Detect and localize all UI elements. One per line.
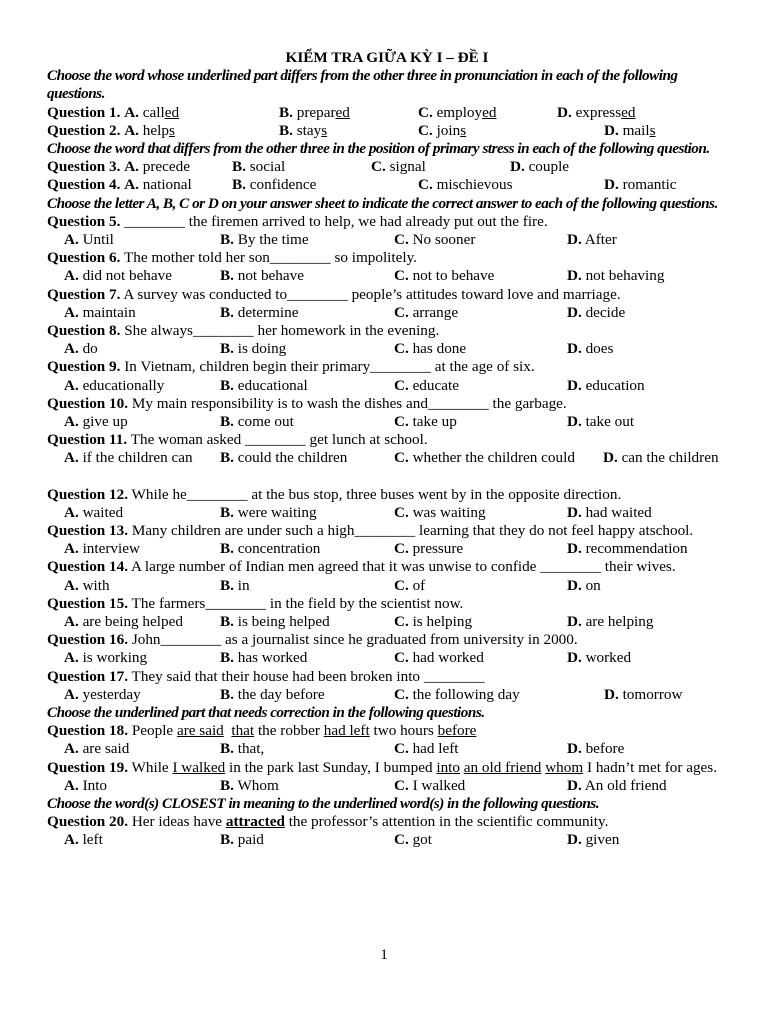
question-17-stem: Question 17. They said that their house had been broken into ________ — [47, 667, 485, 685]
question-6-options: A. did not behave B. not behave C. not to behave D. not behaving — [64, 267, 665, 285]
instruction-stress: Choose the word that differs from the other three in the position of primary stress in each of the following question. — [47, 139, 710, 157]
question-18-options: A. are said B. that, C. had left D. before — [64, 740, 625, 758]
question-20-stem: Question 20. Her ideas have attracted the professor’s attention in the scientific community. — [47, 813, 609, 831]
question-13-options: A. interview B. concentration C. pressure D. recommendation — [64, 540, 688, 558]
question-14-options: A. with B. in C. of D. on — [64, 576, 601, 594]
instruction-pronunciation: Choose the word whose underlined part differs from the other three in pronunciation in each of the following questions. — [47, 67, 678, 103]
instruction-correct-answer: Choose the letter A, B, C or D on your answer sheet to indicate the correct answer to each of the following questions. — [47, 194, 718, 212]
question-11-stem: Question 11. The woman asked ________ get lunch at school. — [47, 431, 428, 449]
question-8-options: A. do B. is doing C. has done D. does — [64, 340, 614, 358]
question-4: Question 4. A. national B. confidence C. mischievous D. romantic — [47, 176, 677, 194]
question-19-stem: Question 19. While I walked in the park last Sunday, I bumped into an old friend whom I hadn’t met for ages. — [47, 758, 718, 776]
question-14-stem: Question 14. A large number of Indian men agreed that it was unwise to confide ________ their wives. — [47, 558, 676, 576]
question-11-options: A. if the children can B. could the children C. whether the children could D. can the children — [64, 449, 719, 467]
question-6-stem: Question 6. The mother told her son________ so impolitely. — [47, 249, 417, 267]
question-16-stem: Question 16. John________ as a journalist since he graduated from university in 2000. — [47, 631, 578, 649]
question-12-stem: Question 12. While he________ at the bus stop, three buses went by in the opposite direction. — [47, 485, 622, 503]
question-10-stem: Question 10. My main responsibility is to wash the dishes and________ the garbage. — [47, 394, 567, 412]
question-8-stem: Question 8. She always________ her homework in the evening. — [47, 321, 440, 339]
question-5-options: A. Until B. By the time C. No sooner D. After — [64, 230, 617, 248]
question-1: Question 1. A. called B. prepared C. employed D. expressed — [47, 103, 636, 121]
question-2: Question 2. A. helps B. stays C. joins D. mails — [47, 121, 656, 139]
question-16-options: A. is working B. has worked C. had worked D. worked — [64, 649, 632, 667]
question-3: Question 3. A. precede B. social C. signal D. couple — [47, 158, 570, 176]
question-9-options: A. educationally B. educational C. educate D. education — [64, 376, 645, 394]
question-10-options: A. give up B. come out C. take up D. take out — [64, 412, 635, 430]
exam-title: KIỂM TRA GIỮA KỲ I – ĐỀ I — [285, 49, 489, 66]
question-7-options: A. maintain B. determine C. arrange D. decide — [64, 303, 626, 321]
question-15-options: A. are being helped B. is being helped C. is helping D. are helping — [64, 613, 654, 631]
question-17-options: A. yesterday B. the day before C. the following day D. tomorrow — [64, 685, 683, 703]
question-20-options: A. left B. paid C. got D. given — [64, 831, 620, 849]
instruction-closest: Choose the word(s) CLOSEST in meaning to the underlined word(s) in the following questions. — [47, 795, 599, 813]
question-11-wrap-spacer — [47, 468, 719, 486]
question-18-stem: Question 18. People are said that the robber had left two hours before — [47, 722, 477, 740]
page-number: 1 — [380, 946, 388, 963]
question-7-stem: Question 7. A survey was conducted to________ people’s attitudes toward love and marriage. — [47, 285, 621, 303]
question-5-stem: Question 5. ________ the firemen arrived to help, we had already put out the fire. — [47, 212, 548, 230]
question-12-options: A. waited B. were waiting C. was waiting D. had waited — [64, 503, 652, 521]
question-9-stem: Question 9. In Vietnam, children begin their primary________ at the age of six. — [47, 358, 535, 376]
question-13-stem: Question 13. Many children are under such a high________ learning that they do not feel happy atschool. — [47, 522, 694, 540]
exam-page — [47, 49, 719, 850]
question-19-options: A. Into B. Whom C. I walked D. An old friend — [64, 776, 667, 794]
question-15-stem: Question 15. The farmers________ in the field by the scientist now. — [47, 594, 464, 612]
instruction-correction: Choose the underlined part that needs correction in the following questions. — [47, 704, 485, 722]
